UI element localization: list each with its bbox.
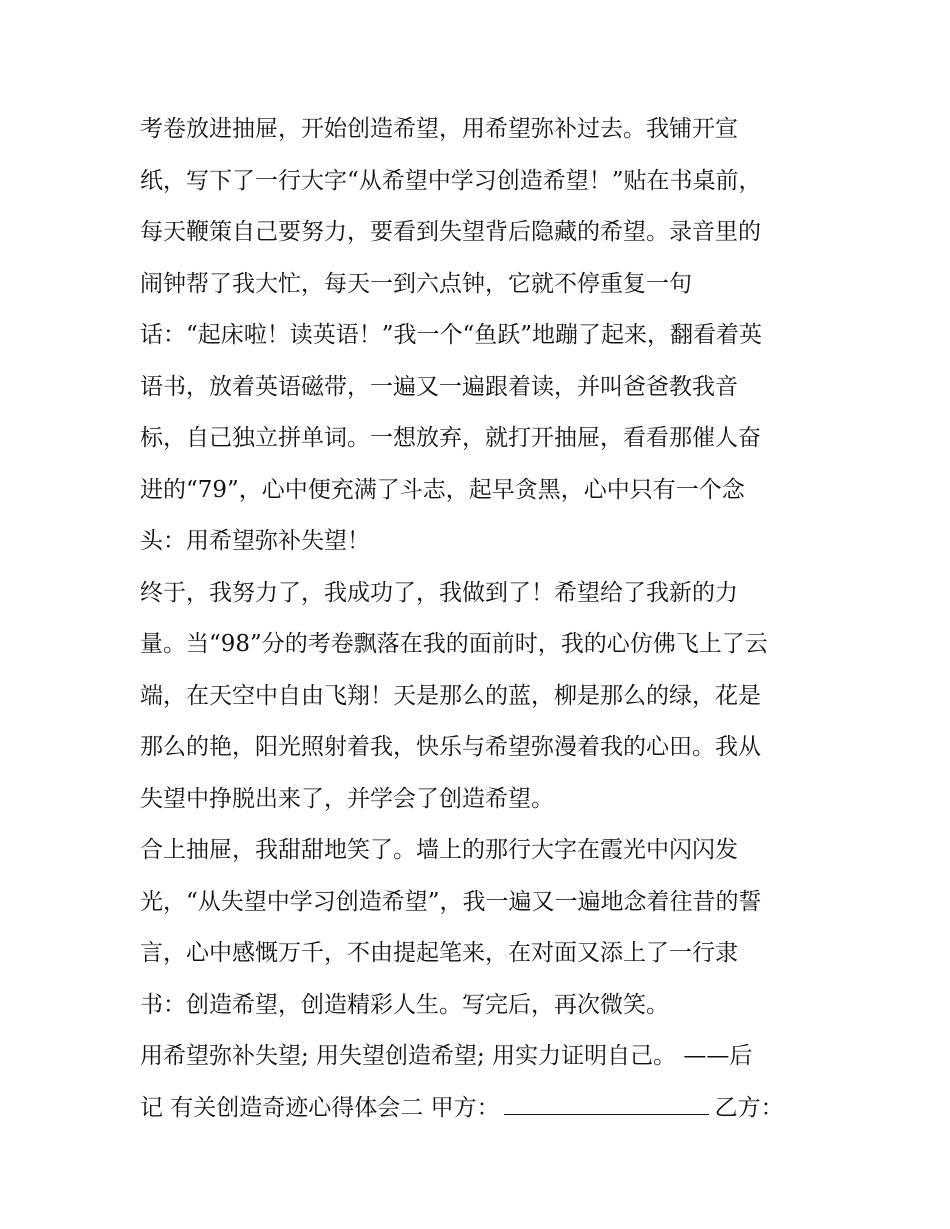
text-line: 进的“79”，心中便充满了斗志，起早贪黑，心中只有一个念 xyxy=(140,476,745,503)
text-line: 考卷放进抽屉，开始创造希望，用希望弥补过去。我铺开宣 xyxy=(140,116,738,142)
text-line: 合上抽屉，我甜甜地笑了。墙上的那行大字在霞光中闪闪发 xyxy=(140,837,738,863)
party-a-blank xyxy=(504,1096,709,1115)
party-a-label: 记 有关创造奇迹心得体会二 甲方： xyxy=(140,1094,500,1121)
text-line: 失望中挣脱出来了，并学会了创造希望。 xyxy=(140,785,554,812)
text-line: 纸，写下了一行大字“从希望中学习创造希望！”贴在书桌前， xyxy=(140,167,762,194)
text-line: 头：用希望弥补失望！ xyxy=(140,528,370,554)
text-line: 言，心中感慨万千，不由提起笔来，在对面又添上了一行隶 xyxy=(140,940,738,966)
text-line: 标，自己独立拼单词。一想放弃，就打开抽屉，看看那催人奋 xyxy=(140,425,761,451)
party-b-label: 乙方： xyxy=(714,1094,784,1121)
text-line: 端，在天空中自由飞翔！天是那么的蓝，柳是那么的绿，花是 xyxy=(140,682,761,709)
text-line: 话：“起床啦！读英语！”我一个“鱼跃”地蹦了起来，翻看着英 xyxy=(140,322,763,348)
text-line: 那么的艳，阳光照射着我，快乐与希望弥漫着我的心田。我从 xyxy=(140,734,761,760)
text-line: 量。当“98”分的考卷飘落在我的面前时，我的心仿佛飞上了云 xyxy=(140,631,768,657)
signature-line xyxy=(140,1083,820,1135)
document-body xyxy=(140,104,820,1134)
text-line: 书：创造希望，创造精彩人生。写完后，再次微笑。 xyxy=(140,991,669,1018)
text-line: 语书，放着英语磁带，一遍又一遍跟着读，并叫爸爸教我音 xyxy=(140,373,738,400)
text-line: 用希望弥补失望; 用失望创造希望; 用实力证明自己。 ——后 xyxy=(140,1043,753,1069)
text-line: 终于，我努力了，我成功了，我做到了！希望给了我新的力 xyxy=(140,579,738,606)
text-line: 每天鞭策自己要努力，要看到失望背后隐藏的希望。录音里的 xyxy=(140,219,761,245)
text-line: 闹钟帮了我大忙，每天一到六点钟，它就不停重复一句 xyxy=(140,270,692,297)
text-line: 光，“从失望中学习创造希望”，我一遍又一遍地念着往昔的誓 xyxy=(140,888,762,915)
